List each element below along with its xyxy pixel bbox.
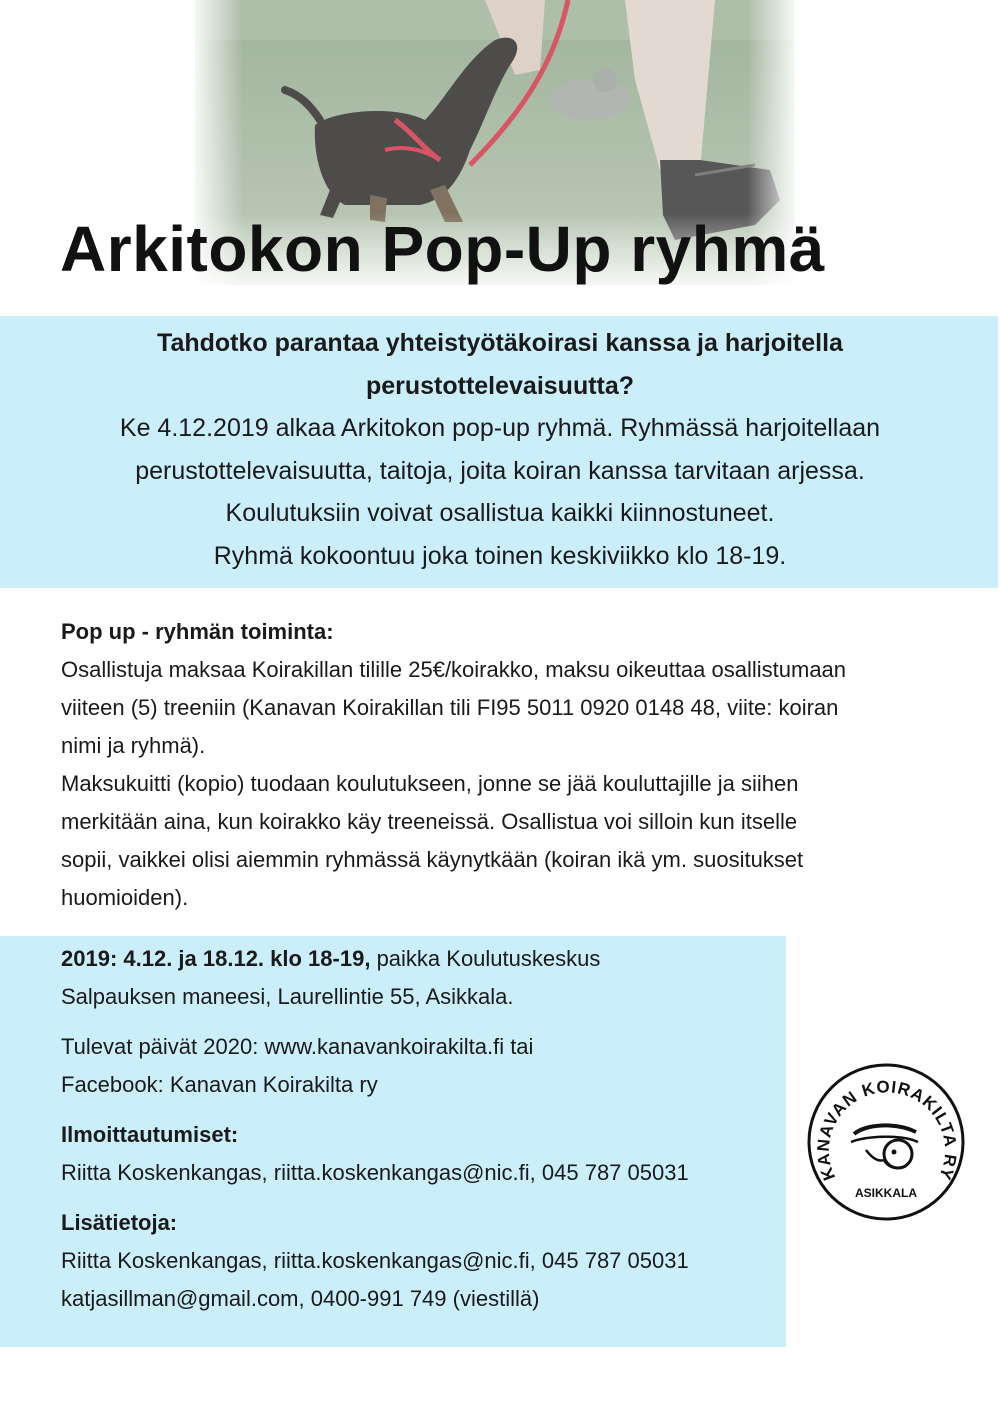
intro-line4: Ryhmä kokoontuu joka toinen keskiviikko klo 18-19. (213, 541, 787, 570)
activity-text-line: sopii, vaikkei olisi aiemmin ryhmässä käynytkään (koiran ikä ym. suositukset (61, 847, 804, 872)
schedule-place-line2: Salpauksen maneesi, Laurellintie 55, Asikkala. (61, 984, 514, 1009)
registration-heading: Ilmoittautumiset: (61, 1122, 239, 1147)
logo-arc-text: KANAVAN KOIRAKILTA RY (813, 1077, 961, 1184)
activity-text-line: merkitään aina, kun koirakko käy treeneissä. Osallistua voi silloin kun itselle (61, 809, 798, 834)
logo-bottom-text: ASIKKALA (855, 1186, 917, 1200)
more-info-heading: Lisätietoja: (61, 1210, 178, 1235)
club-logo (806, 1062, 966, 1222)
intro-question-line1: Tahdotko parantaa yhteistyötäkoirasi kanssa ja harjoitella (157, 329, 843, 357)
activity-text-line: huomioiden). (61, 885, 189, 910)
schedule-dates (61, 940, 781, 978)
activity-text-line: Osallistuja maksaa Koirakillan tilille 25€/koirakko, maksu oikeuttaa osallistumaan (61, 657, 847, 682)
more-info-contact2: katjasillman@gmail.com, 0400-991 749 (viestillä) (61, 1286, 540, 1311)
intro-question-line2: perustottelevaisuutta? (365, 371, 635, 400)
schedule-place: paikka Koulutuskeskus (370, 946, 601, 971)
schedule-dates-bold: 2019: 4.12. ja 18.12. klo 18-19, (61, 946, 371, 971)
activity-heading: Pop up - ryhmän toiminta: (61, 619, 334, 644)
activity-text-line: Maksukuitti (kopio) tuodaan koulutukseen, jonne se jää kouluttajille ja siihen (61, 771, 799, 796)
activity-section (61, 613, 961, 917)
intro-line3: Koulutuksiin voivat osallistua kaikki kiinnostuneet. (225, 499, 775, 527)
registration-contact: Riitta Koskenkangas, riitta.koskenkangas@nic.fi, 045 787 05031 (61, 1160, 689, 1185)
intro-line2: perustottelevaisuutta, taitoja, joita koiran kanssa tarvitaan arjessa. (135, 456, 865, 485)
future-dates-line2: Facebook: Kanavan Koirakilta ry (61, 1072, 378, 1097)
intro-line1: Ke 4.12.2019 alkaa Arkitokon pop-up ryhmä. Ryhmässä harjoitellaan (119, 414, 881, 442)
info-section (61, 940, 781, 1318)
activity-text-line: nimi ja ryhmä). (61, 733, 206, 758)
more-info-contact1: Riitta Koskenkangas, riitta.koskenkangas@nic.fi, 045 787 05031 (61, 1248, 689, 1273)
activity-text-line: viiteen (5) treeniin (Kanavan Koirakillan tili FI95 5011 0920 0148 48, viite: koiran (61, 695, 839, 720)
future-dates-line1: Tulevat päivät 2020: www.kanavankoirakilta.fi tai (61, 1034, 534, 1059)
intro-section (20, 322, 980, 577)
page-title: Arkitokon Pop-Up ryhmä (60, 213, 825, 285)
